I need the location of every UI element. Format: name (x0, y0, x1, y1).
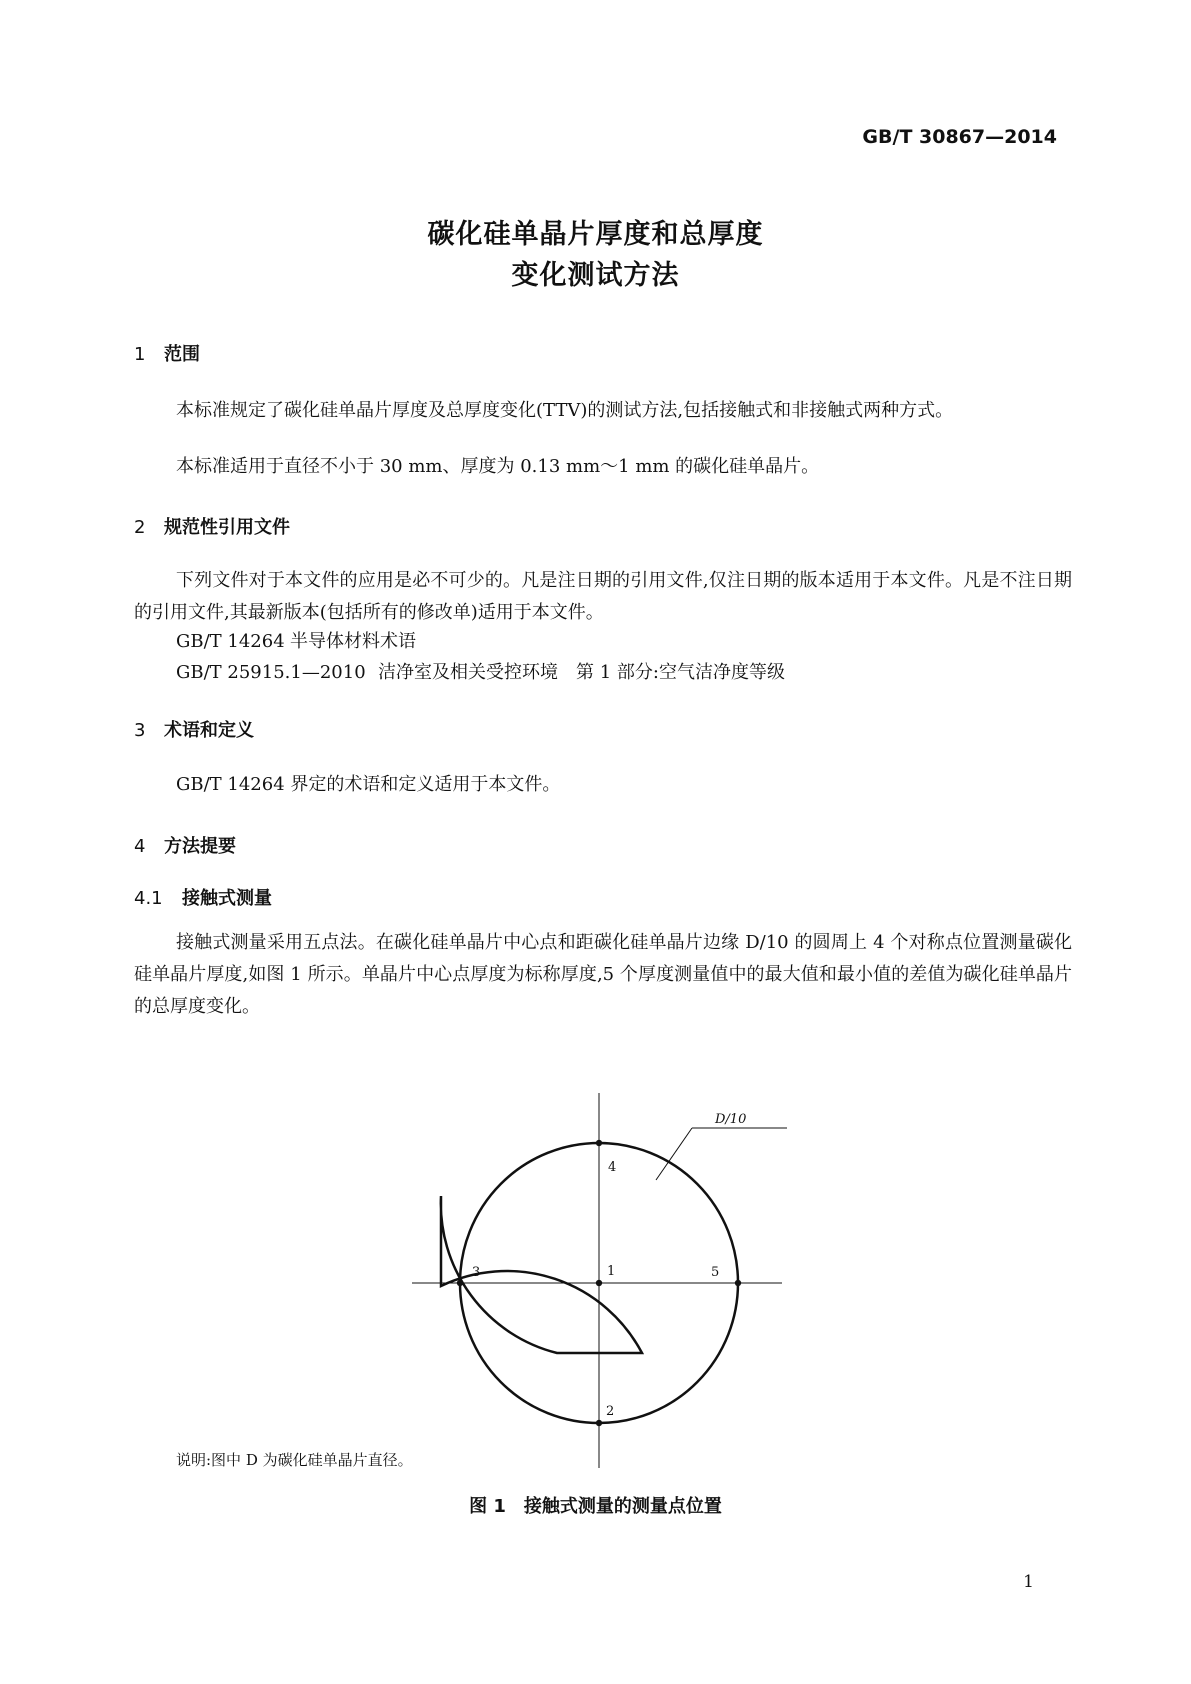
section-title: 范围 (164, 344, 200, 365)
page-number: 1 (1023, 1572, 1034, 1592)
reference-name: 洁净室及相关受控环境 第 1 部分:空气洁净度等级 (378, 662, 785, 683)
figure-caption: 图 1 接触式测量的测量点位置 (469, 1496, 722, 1517)
section-number: 4 (134, 836, 146, 857)
point-label-1: 1 (607, 1264, 616, 1279)
point-label-2: 2 (606, 1404, 615, 1419)
dimension-leader-line (656, 1128, 692, 1180)
reference-name: 半导体材料术语 (290, 631, 416, 652)
section-number: 2 (134, 517, 146, 538)
point-label-4: 4 (608, 1160, 617, 1175)
measurement-point-3 (457, 1280, 463, 1286)
subsection-4-1-paragraph-1: 接触式测量采用五点法。在碳化硅单晶片中心点和距碳化硅单晶片边缘 D/10 的圆周上 4 个对称点位置测量碳化硅单晶片厚度,如图 1 所示。单晶片中心点厚度为标称厚度,5 个厚度测量值中的最大值和最小值的差值为碳化硅单晶片的总厚度变化。 (134, 932, 1072, 1017)
reference-code: GB/T 14264 (176, 631, 285, 652)
section-number: 3 (134, 720, 146, 741)
measurement-point-4 (596, 1140, 602, 1146)
section-3-paragraph-1: GB/T 14264 界定的术语和定义适用于本文件。 (176, 774, 561, 795)
measurement-point-5 (735, 1280, 741, 1286)
section-2-paragraph-1: 下列文件对于本文件的应用是必不可少的。凡是注日期的引用文件,仅注日期的版本适用于本文件。凡是不注日期的引用文件,其最新版本(包括所有的修改单)适用于本文件。 (134, 570, 1072, 623)
section-number: 1 (134, 344, 146, 365)
reference-code: GB/T 25915.1—2010 (176, 662, 366, 683)
document-title-line2: 变化测试方法 (511, 260, 680, 291)
section-1-paragraph-1: 本标准规定了碳化硅单晶片厚度及总厚度变化(TTV)的测试方法,包括接触式和非接触式两种方式。 (176, 400, 954, 421)
section-title: 方法提要 (164, 836, 236, 857)
subsection-title: 接触式测量 (182, 888, 272, 909)
measurement-point-1 (596, 1280, 602, 1286)
document-title-line1: 碳化硅单晶片厚度和总厚度 (427, 219, 764, 250)
point-label-3: 3 (472, 1265, 481, 1280)
measurement-point-2 (596, 1420, 602, 1426)
section-title: 术语和定义 (164, 720, 254, 741)
figure-note: 说明:图中 D 为碳化硅单晶片直径。 (176, 1451, 413, 1469)
subsection-number: 4.1 (134, 888, 163, 909)
dimension-label: D/10 (715, 1112, 747, 1127)
point-label-5: 5 (711, 1265, 720, 1280)
standard-number: GB/T 30867—2014 (862, 126, 1057, 148)
section-1-paragraph-2: 本标准适用于直径不小于 30 mm、厚度为 0.13 mm～1 mm 的碳化硅单晶片。 (176, 456, 820, 477)
section-title: 规范性引用文件 (164, 517, 290, 538)
